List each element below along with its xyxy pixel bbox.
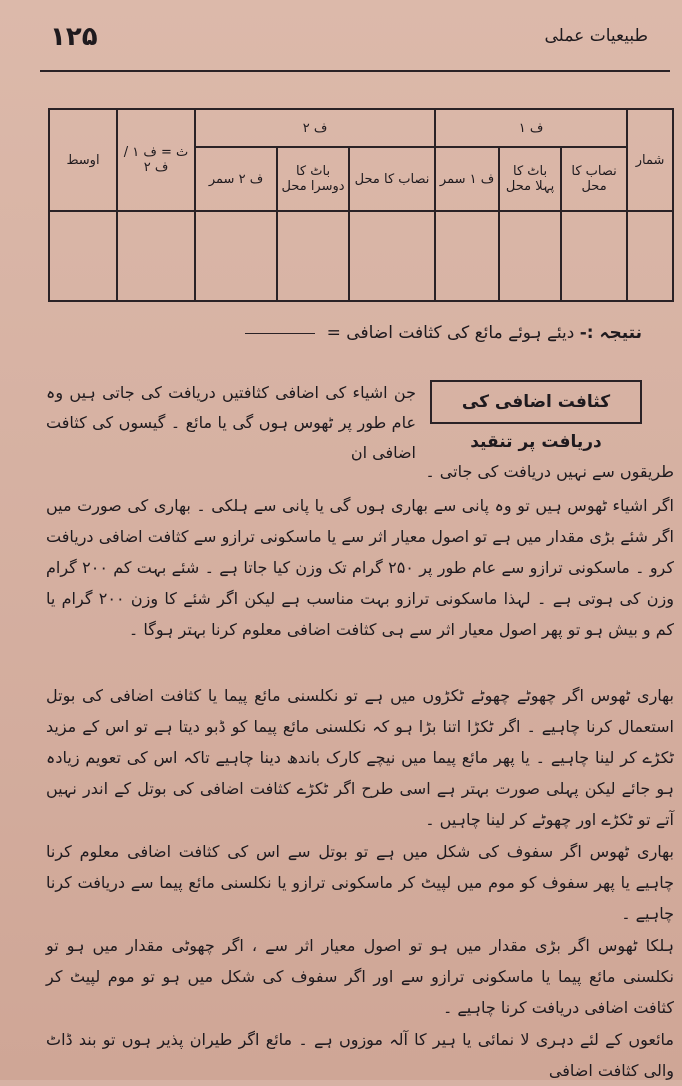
section-intro: جن اشیاء کی اضافی کثافتیں دریافت کی جاتی ہیں وہ عام طور پر ٹھوس ہوں گی یا مائع ۔ گیسوں کی کثافت اضافی ان (46, 383, 416, 462)
page-number: ۱۲۵ (50, 22, 98, 52)
table-cell (49, 211, 117, 301)
table-header-f1-arm: ف ۱ سمر (435, 147, 499, 211)
table-cell (349, 211, 435, 301)
table-cell (499, 211, 561, 301)
table-header-ratio: ث = ف ۱ / ف ۲ (117, 109, 195, 211)
running-title: طبیعیات عملی (544, 26, 648, 46)
table-header-f2-arm: ف ۲ سمر (195, 147, 277, 211)
page-header (0, 0, 682, 70)
result-text: دیئے ہوئے مائع کی کثافت اضافی = (326, 323, 575, 343)
table-cell (117, 211, 195, 301)
table-header-weight-first-position: باٹ کا پہلا محل (499, 147, 561, 211)
section-heading-box (430, 380, 642, 452)
section-heading: کثافت اضافی کی دریافت پر تنقید (461, 392, 611, 452)
observation-table (48, 108, 674, 302)
paragraph: طریقوں سے نہیں دریافت کی جاتی ۔ (425, 462, 674, 481)
table-cell (277, 211, 349, 301)
table-header-group-f2: ف ۲ (195, 109, 435, 147)
result-blank-line (245, 333, 315, 334)
table-header-serial: شمار (627, 109, 673, 211)
table-cell (561, 211, 627, 301)
paragraph: بھاری ٹھوس اگر سفوف کی شکل میں ہے تو بوتل سے اس کی کثافت اضافی معلوم کرنا چاہیے یا پھر سفوف کو موم میں لپیٹ کر ماسکونی ترازو یا نکلسنی مائع پیما سے دریافت کرنا چاہیے ۔ (46, 842, 674, 923)
result-line (222, 322, 642, 343)
result-label: نتیجہ :- (579, 323, 642, 343)
table-header-scale-position-1: نصاب کا محل (561, 147, 627, 211)
header-rule (40, 70, 670, 72)
table-cell (195, 211, 277, 301)
paragraph: ہلکا ٹھوس اگر بڑی مقدار میں ہو تو اصول معیار اثر سے ، اگر چھوٹی مقدار میں ہو تو نکلسنی مائع پیما یا ماسکونی ترازو سے اور اگر سفوف کی شکل میں ہو تو موم لپیٹ کر کثافت اضافی دریافت کرنا چاہیے ۔ (46, 936, 674, 1017)
paragraph: مائعوں کے لئے دہری لا نمائی یا ہیر کا آلہ موزوں ہے ۔ مائع اگر طیران پذیر ہوں تو بند ڈاٹ والی کثافت اضافی (46, 1030, 675, 1080)
table-header-weight-second-position: باٹ کا دوسرا محل (277, 147, 349, 211)
table-header-average: اوسط (49, 109, 117, 211)
table-cell (435, 211, 499, 301)
paragraph: بھاری ٹھوس اگر چھوٹے چھوٹے ٹکڑوں میں ہے تو نکلسنی مائع پیما یا کثافت اضافی کی بوتل استعمال کرنا چاہیے ۔ اگر ٹکڑا اتنا بڑا ہو کہ نکلسنی مائع پیما کو ڈبو دیتا ہے تو اس کے مزید ٹکڑے کر لینا چاہیے ۔ یا پھر مائع پیما میں نیچے کارک باندھ دینا چاہیے تاکہ اس کی تعویم زیادہ ہو جائے لیکن پہلی صورت بہتر ہے اسی طرح اگر ٹکڑے کثافت اضافی کی بوتل کے اندر نہیں آتے تو ٹکڑے اور چھوٹے کر لینا چاہیں ۔ (46, 686, 674, 829)
table-header-scale-position-2: نصاب کا محل (349, 147, 435, 211)
table-cell (627, 211, 673, 301)
paragraph: اگر اشیاء ٹھوس ہیں تو وہ پانی سے بھاری ہوں گی یا پانی سے ہلکی ۔ بھاری کی صورت میں اگر شئے بڑی مقدار میں ہے تو اصول معیار اثر سے یا ماسکونی ترازو سے کثافت اضافی دریافت کرو ۔ ماسکونی ترازو سے عام طور پر ۲۵۰ گرام تک وزن کیا جاتا ہے ۔ شئے بہت کم ۲۰۰ گرام وزن کی ہوتی ہے ۔ لہذا ماسکونی ترازو بہت مناسب ہے لیکن اگر شئے کا وزن ۲۰۰ گرام یا کم و بیش ہو تو پھر اصول معیار اثر سے ہی کثافت اضافی معلوم کرنا بہتر ہوگا ۔ (46, 496, 675, 639)
table-header-group-f1: ف ۱ (435, 109, 627, 147)
